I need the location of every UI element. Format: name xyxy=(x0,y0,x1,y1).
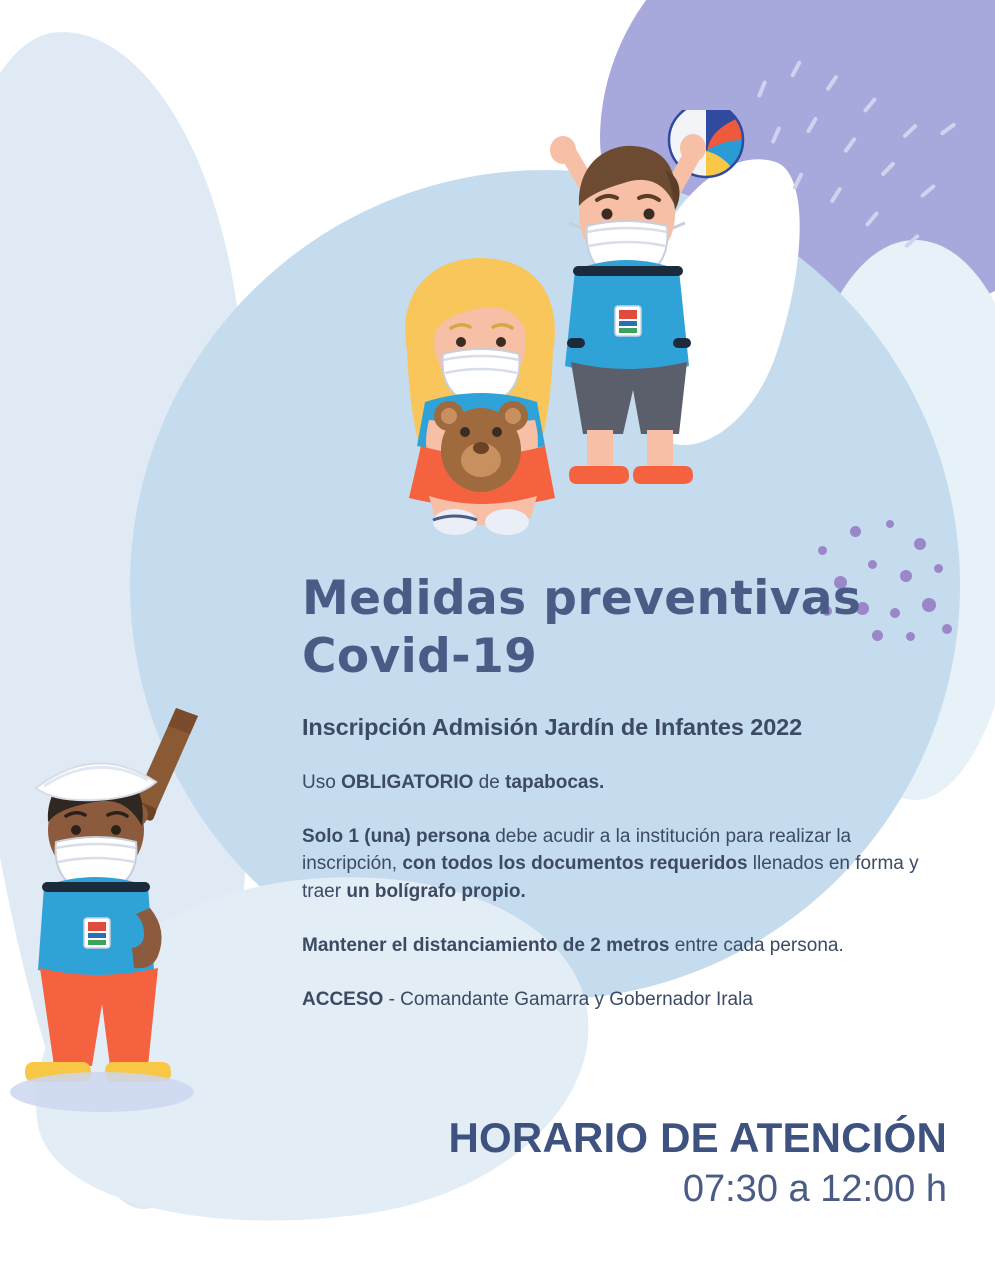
measure-text-run: llenados en forma y traer xyxy=(302,853,919,903)
hours-title: HORARIO DE ATENCIÓN xyxy=(448,1114,947,1161)
measure-paragraph-distance xyxy=(302,932,942,960)
measures-list xyxy=(302,769,942,1015)
measure-text-run: entre cada persona. xyxy=(669,935,844,957)
page-title-line-2: Covid-19 xyxy=(302,628,538,684)
measure-text-run: un bolígrafo propio. xyxy=(346,881,526,903)
poster-text-content xyxy=(302,570,942,1040)
measure-text-run: Uso xyxy=(302,771,342,793)
measure-paragraph-one-person xyxy=(302,823,942,907)
measure-text-run: Mantener el distanciamiento de 2 metros xyxy=(302,935,670,957)
measure-text-run: ACCESO xyxy=(302,989,384,1011)
measure-text-run: de xyxy=(473,771,506,793)
page-title-line-1: Medidas preventivas xyxy=(302,571,862,626)
measure-text-run: tapabocas. xyxy=(505,771,605,793)
attention-hours-block xyxy=(302,1114,947,1211)
boy-with-toy-sword-illustration xyxy=(10,690,250,1120)
measure-paragraph-mask xyxy=(302,769,942,797)
measure-text-run: debe acudir a la institución para realizar la inscripción, xyxy=(302,825,852,875)
poster-subtitle: Inscripción Admisión Jardín de Infantes 2022 xyxy=(302,713,803,740)
measure-text-run: Solo 1 (una) persona xyxy=(302,825,490,847)
measure-text-run: - Comandante Gamarra y Gobernador Irala xyxy=(383,989,753,1011)
page-title xyxy=(302,570,942,686)
measure-paragraph-access xyxy=(302,986,942,1014)
measure-text-run: con todos los documentos requeridos xyxy=(402,853,748,875)
hours-time: 07:30 a 12:00 h xyxy=(682,1168,947,1210)
measure-text-run: OBLIGATORIO xyxy=(341,771,474,793)
girl-with-teddy-bear-illustration xyxy=(385,250,585,540)
